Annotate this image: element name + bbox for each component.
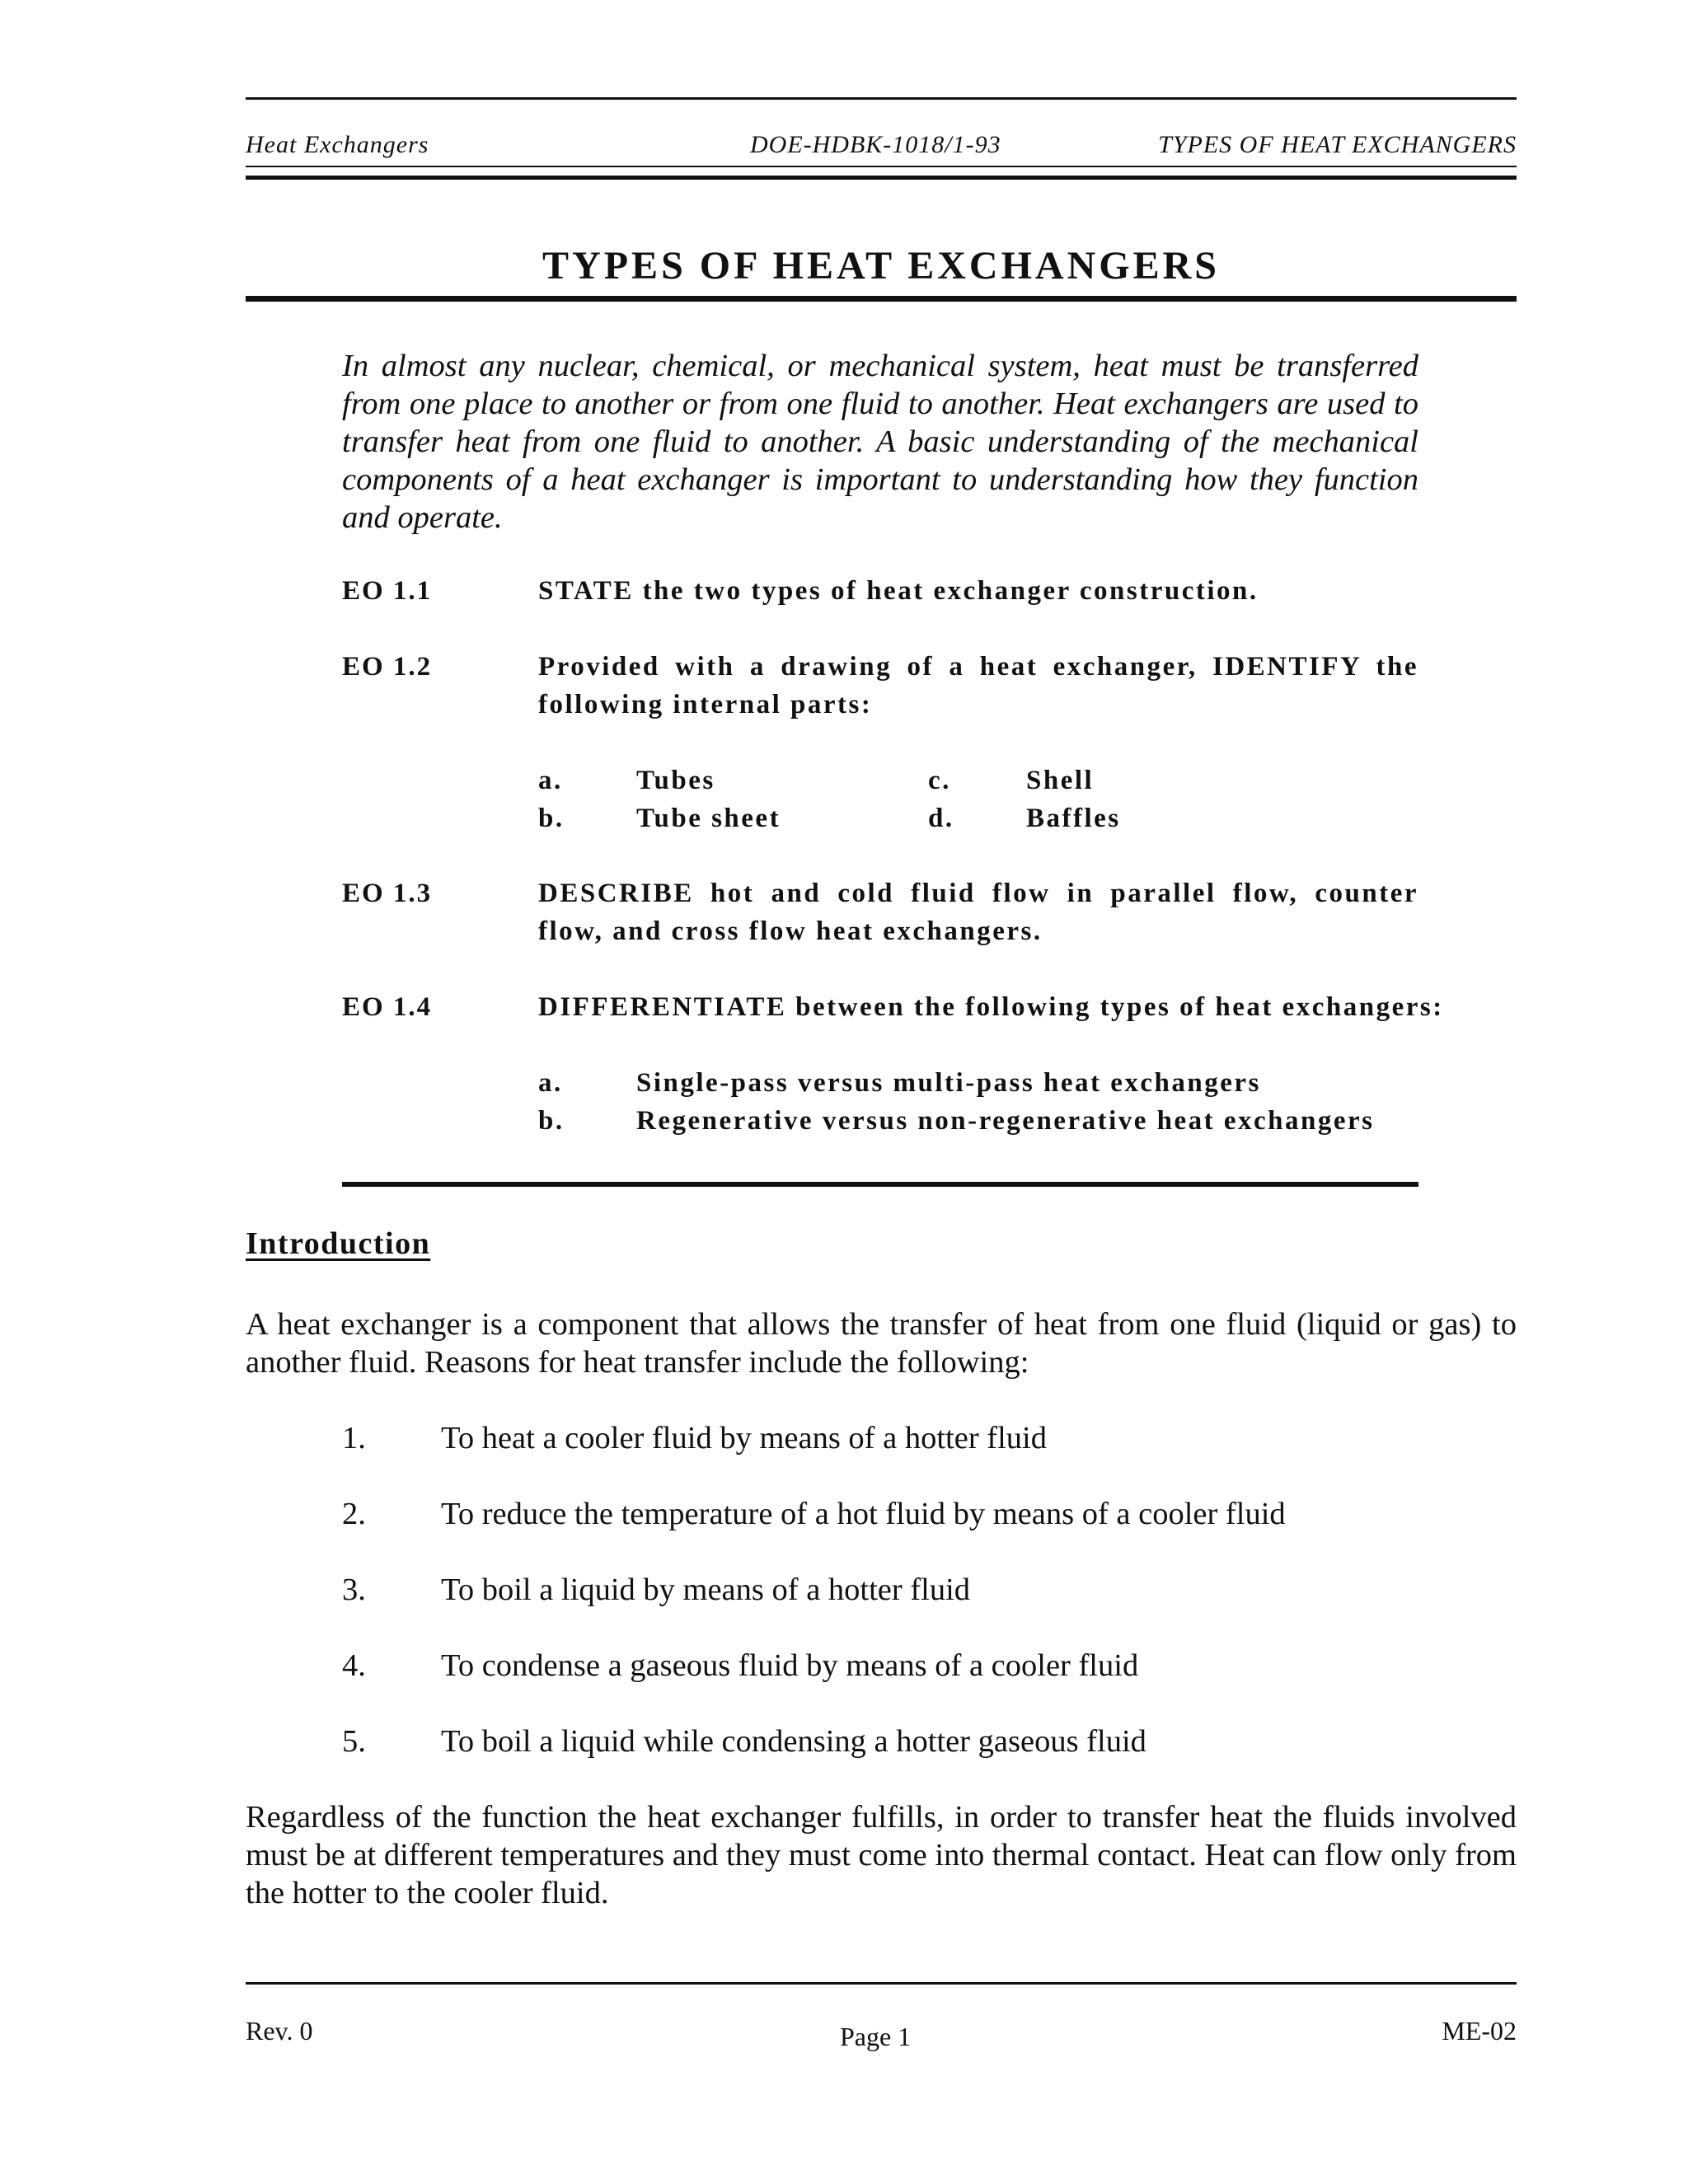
objectives-end-rule — [342, 1182, 1418, 1187]
list-item-5-number: 5. — [342, 1724, 366, 1759]
eo-1-2-item-c-letter: c. — [928, 766, 951, 795]
introduction-paragraph-2: Regardless of the function the heat exchanger fulfills, in order to transfer heat the fluids involved must be at different temperatures and they must come into thermal contact. Heat can flow only from the hotter to the cooler fluid. — [246, 1800, 1517, 1910]
list-item-2-text: To reduce the temperature of a hot fluid by means of a cooler fluid — [441, 1497, 1286, 1531]
eo-1-1-label: EO 1.1 — [342, 576, 433, 606]
title-rule — [246, 296, 1517, 302]
intro-paragraph: In almost any nuclear, chemical, or mechanical system, heat must be transferred from one place to another or from one fluid to another. Heat exchangers are used to transfer heat from one fluid to another. A basic understanding of the mechanical components of a heat exchanger is important to understanding how they function and operate. — [342, 349, 1418, 535]
header-left: Heat Exchangers — [246, 131, 429, 158]
list-item-4-text: To condense a gaseous fluid by means of a cooler fluid — [441, 1648, 1139, 1683]
header-right: TYPES OF HEAT EXCHANGERS — [1158, 131, 1517, 158]
list-item-3-text: To boil a liquid by means of a hotter fluid — [441, 1572, 971, 1607]
eo-1-4-item-a-text: Single-pass versus multi-pass heat exchangers — [636, 1068, 1261, 1098]
header-top-rule — [246, 97, 1517, 100]
eo-1-1-text: STATE the two types of heat exchanger construction. — [538, 576, 1259, 606]
eo-1-2-item-a-letter: a. — [538, 766, 563, 795]
list-item-4-number: 4. — [342, 1648, 366, 1683]
list-item-5-text: To boil a liquid while condensing a hotter gaseous fluid — [441, 1724, 1146, 1759]
eo-1-2-text: Provided with a drawing of a heat exchanger, IDENTIFY the following internal parts: — [538, 652, 1418, 719]
list-item-1-text: To heat a cooler fluid by means of a hotter fluid — [441, 1421, 1047, 1455]
list-item-1-number: 1. — [342, 1421, 366, 1455]
eo-1-4-text: DIFFERENTIATE between the following types of heat exchangers: — [538, 992, 1444, 1022]
eo-1-2-label: EO 1.2 — [342, 652, 433, 682]
eo-1-4-item-b-text: Regenerative versus non-regenerative heat exchangers — [636, 1106, 1375, 1136]
footer-module-code: ME-02 — [1442, 2016, 1517, 2046]
footer-rule — [246, 1982, 1517, 1985]
eo-1-3-text: DESCRIBE hot and cold fluid flow in parallel flow, counter flow, and cross flow heat exchangers. — [538, 879, 1418, 946]
header-center: DOE-HDBK-1018/1-93 — [750, 131, 1001, 158]
list-item-2-number: 2. — [342, 1497, 366, 1531]
eo-1-2-item-b-letter: b. — [538, 804, 565, 833]
eo-1-2-item-c-text: Shell — [1026, 766, 1095, 795]
eo-1-2-item-b-text: Tube sheet — [636, 804, 781, 833]
eo-1-2-item-d-text: Baffles — [1026, 804, 1121, 833]
section-heading-introduction: Introduction — [246, 1226, 431, 1261]
footer-revision: Rev. 0 — [246, 2016, 313, 2046]
eo-1-2-item-d-letter: d. — [928, 804, 954, 833]
footer-page-number: Page 1 — [840, 2022, 912, 2051]
introduction-paragraph-1: A heat exchanger is a component that allows the transfer of heat from one fluid (liquid or gas) to another fluid. Reasons for heat transfer include the following: — [246, 1307, 1517, 1380]
eo-1-4-item-a-letter: a. — [538, 1068, 563, 1098]
page-title: TYPES OF HEAT EXCHANGERS — [542, 244, 1220, 288]
list-item-3-number: 3. — [342, 1572, 366, 1607]
eo-1-4-label: EO 1.4 — [342, 992, 433, 1022]
header-bottom-rule-thick — [246, 176, 1517, 180]
eo-1-3-label: EO 1.3 — [342, 879, 433, 908]
eo-1-4-item-b-letter: b. — [538, 1106, 565, 1136]
header-bottom-rule-thin — [246, 166, 1517, 167]
eo-1-2-item-a-text: Tubes — [636, 766, 715, 795]
